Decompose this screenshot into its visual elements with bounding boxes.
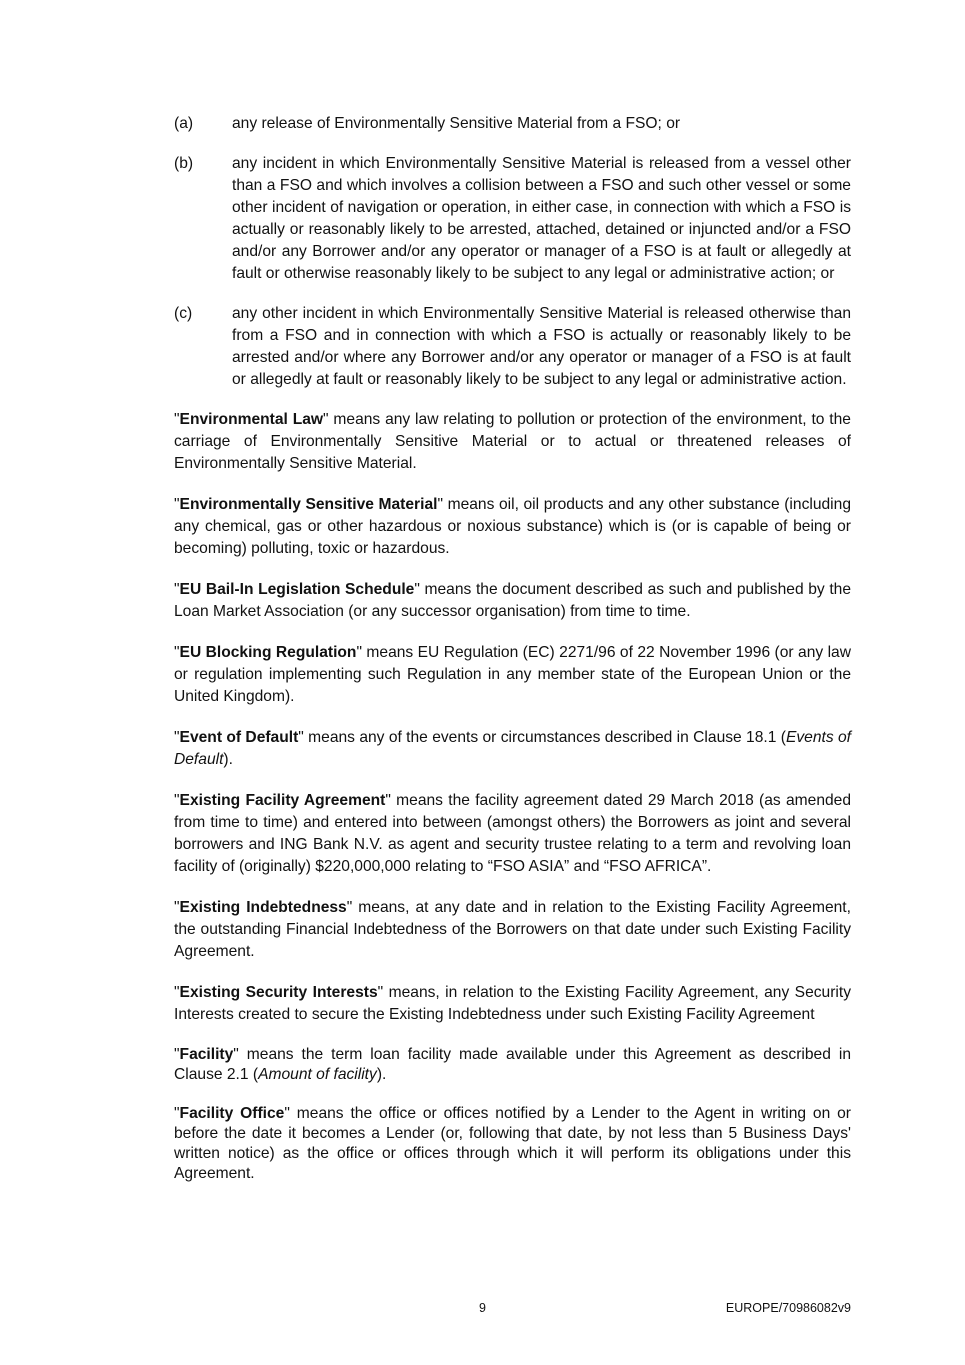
definition-facility: "Facility" means the term loan facility made available under this Agreement as described in Clause 2.1 (Amount of facility). (174, 1046, 851, 1083)
definition-text: means, in relation to the Existing Facility Agreement, any Security Interests created to secure the Existing Indebtedness under such Existing Facility Agreement (174, 984, 852, 1023)
definition-text: means any law relating to pollution or protection of the environment, to the carriage of Environmentally Sensitive Material or to actual or threatened releases of Environmentally Sensitive Material. (174, 411, 851, 472)
definition-facility-office: "Facility Office" means the office or offices notified by a Lender to the Agent in writing on or before the date it becomes a Lender (or, following that date, by not less than 5 Business Days' written notice) as the office or offices through which it will perform its obligations under this Agreement. (174, 1105, 852, 1182)
definition-tail: ). (376, 1066, 387, 1083)
definition-text: means the document described as such and published by the Loan Market Association (or any successor organisation) from time to time. (174, 581, 852, 620)
definition-environmentally-sensitive-material: "Environmentally Sensitive Material" means oil, oil products and any other substance (including any chemical, gas or other hazardous or noxious substance) which is (or is capable of being or becoming) polluting, toxic or hazardous. (174, 496, 851, 557)
clause-reference: Events of Default (174, 729, 851, 768)
list-item-a (174, 113, 851, 135)
definition-text: means the term loan facility made available under this Agreement as described in Clause 2.1 ( (174, 1046, 851, 1083)
definition-term: EU Blocking Regulation (179, 644, 357, 661)
definition-term: Facility Office (179, 1105, 285, 1122)
definition-term: Facility (179, 1046, 234, 1063)
list-text: any release of Environmentally Sensitive Material from a FSO; or (232, 115, 681, 132)
document-reference: EUROPE/70986082v9 (725, 1301, 851, 1315)
definition-term: Environmentally Sensitive Material (179, 496, 438, 513)
definition-tail: ). (223, 751, 233, 768)
definition-term: Existing Facility Agreement (179, 792, 386, 809)
list-text: any incident in which Environmentally Sensitive Material is released from a vessel other than a FSO and which involves a collision between a FSO and such other vessel or some other incident of navigation or operation, in either case, in connection with which a FSO is actually or reasonably likely to be arrested, attached, detained or injuncted and/or a FSO and/or any Borrower and/or any operator or manager of a FSO is at fault or allegedly at fault or otherwise reasonably likely to be subject to any legal or administrative action; or (232, 155, 851, 282)
definition-term: EU Bail-In Legislation Schedule (179, 581, 415, 598)
definition-term: Event of Default (179, 729, 299, 746)
definition-existing-security-interests: "Existing Security Interests" means, in relation to the Existing Facility Agreement, any Security Interests created to secure the Existing Indebtedness under such Existing Facility Agreement (174, 984, 852, 1023)
definition-environmental-law: "Environmental Law" means any law relating to pollution or protection of the environment, to the carriage of Environmentally Sensitive Material or to actual or threatened releases of Environmentally Sensitive Material. (174, 411, 851, 472)
definition-existing-indebtedness: "Existing Indebtedness" means, at any date and in relation to the Existing Facility Agreement, the outstanding Financial Indebtedness of the Borrowers on that date under such Existing Facility Agreement. (174, 899, 851, 960)
definition-eu-blocking-regulation: "EU Blocking Regulation" means EU Regulation (EC) 2271/96 of 22 November 1996 (or any law or regulation implementing such Regulation in any member state of the European Union or the United Kingdom). (174, 644, 851, 705)
list-label: (c) (174, 305, 193, 322)
list-item-c (174, 303, 851, 391)
list-text: any other incident in which Environmentally Sensitive Material is released otherwise than from a FSO and in connection with which a FSO is actually or reasonably likely to be arrested and/or where any Borrower and/or any operator or manager of a FSO is at fault or allegedly at fault or reasonably likely to be subject to any legal or administrative action. (232, 305, 851, 388)
definition-text: means oil, oil products and any other substance (including any chemical, gas or other hazardous or noxious substance) which is (or is capable of being or becoming) polluting, toxic or hazardous. (174, 496, 851, 557)
definition-eu-bail-in: "EU Bail-In Legislation Schedule" means the document described as such and published by the Loan Market Association (or any successor organisation) from time to time. (174, 581, 852, 620)
page-number: 9 (479, 1301, 486, 1315)
list-label: (b) (174, 155, 194, 172)
list-label: (a) (174, 115, 194, 132)
document-body (174, 113, 851, 1203)
definition-term: Existing Indebtedness (179, 899, 347, 916)
list-item-b (174, 153, 851, 285)
definition-event-of-default: "Event of Default" means any of the events or circumstances described in Clause 18.1 (Events of Default). (174, 729, 851, 768)
definition-text: means, at any date and in relation to the Existing Facility Agreement, the outstanding Financial Indebtedness of the Borrowers on that date under such Existing Facility Agreement. (174, 899, 851, 960)
definition-text: means the facility agreement dated 29 March 2018 (as amended from time to time) and entered into between (amongst others) the Borrowers as joint and several borrowers and ING Bank N.V. as agent and security trustee relating to a term and revolving loan facility of (originally) $220,000,000 relating to “FSO ASIA” and “FSO AFRICA”. (174, 792, 852, 875)
definition-term: Environmental Law (179, 411, 324, 428)
definition-text: means the office or offices notified by a Lender to the Agent in writing on or before the date it becomes a Lender (or, following that date, by not less than 5 Business Days' written notice) as the office or offices through which it will perform its obligations under this Agreement. (174, 1105, 852, 1182)
definition-existing-facility-agreement: "Existing Facility Agreement" means the facility agreement dated 29 March 2018 (as amended from time to time) and entered into between (amongst others) the Borrowers as joint and several borrowers and ING Bank N.V. as agent and security trustee relating to a term and revolving loan facility of (originally) $220,000,000 relating to “FSO ASIA” and “FSO AFRICA”. (174, 792, 852, 875)
clause-reference: Amount of facility (258, 1066, 377, 1083)
definition-text: means EU Regulation (EC) 2271/96 of 22 November 1996 (or any law or regulation implementing such Regulation in any member state of the European Union or the United Kingdom). (174, 644, 851, 705)
definition-text: means any of the events or circumstances described in Clause 18.1 ( (303, 729, 786, 746)
definition-term: Existing Security Interests (179, 984, 378, 1001)
